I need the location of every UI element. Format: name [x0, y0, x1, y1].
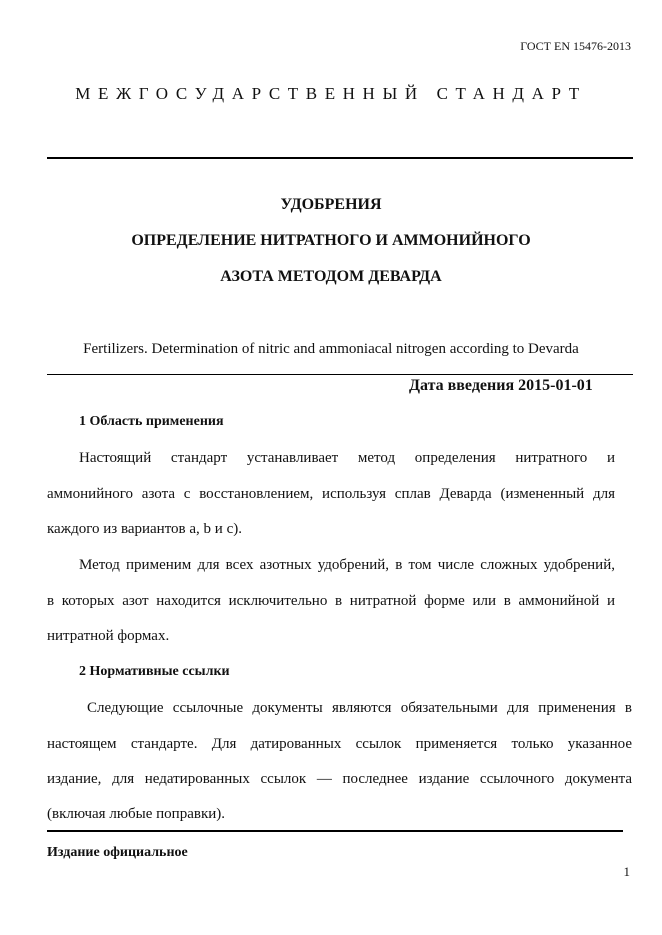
- section-1-heading: 1 Область применения: [79, 414, 224, 429]
- introduction-date: Дата введения 2015-01-01: [409, 377, 593, 394]
- title-line-1: УДОБРЕНИЯ: [280, 196, 382, 213]
- title-rule: [47, 374, 633, 375]
- section-2-para-1-line-3: издание, для недатированных ссылок — последнее издание ссылочного документа: [47, 771, 632, 787]
- top-rule: [47, 157, 633, 159]
- bottom-rule: [47, 830, 623, 832]
- section-1-para-1-line-2: аммонийного азота с восстановлением, используя сплав Деварда (измененный для: [47, 486, 615, 502]
- interstate-standard-heading: МЕЖГОСУДАРСТВЕННЫЙ СТАНДАРТ: [75, 84, 587, 103]
- english-title: Fertilizers. Determination of nitric and ammoniacal nitrogen according to Devarda: [83, 341, 579, 357]
- section-2-para-1-line-4: (включая любые поправки).: [47, 806, 226, 822]
- section-1-para-1-line-1: Настоящий стандарт устанавливает метод определения нитратного и: [79, 450, 615, 466]
- section-1-para-1-line-3: каждого из вариантов а, b и с).: [47, 521, 242, 537]
- section-1-para-2-line-1: Метод применим для всех азотных удобрений, в том числе сложных удобрений,: [79, 557, 615, 573]
- official-edition-label: Издание официальное: [47, 845, 188, 860]
- doc-code: ГОСТ EN 15476-2013: [520, 39, 631, 53]
- title-line-3: АЗОТА МЕТОДОМ ДЕВАРДА: [220, 268, 442, 285]
- section-2-heading: 2 Нормативные ссылки: [79, 664, 230, 679]
- section-2-para-1-line-1: Следующие ссылочные документы являются обязательными для применения в: [87, 700, 632, 716]
- page-number: 1: [623, 864, 630, 879]
- title-line-2: ОПРЕДЕЛЕНИЕ НИТРАТНОГО И АММОНИЙНОГО: [131, 232, 531, 249]
- section-1-para-2-line-3: нитратной формах.: [47, 628, 170, 644]
- section-2-para-1-line-2: настоящем стандарте. Для датированных ссылок применяется только указанное: [47, 736, 632, 752]
- section-1-para-2-line-2: в которых азот находится исключительно в нитратной форме или в аммонийной и: [47, 593, 615, 609]
